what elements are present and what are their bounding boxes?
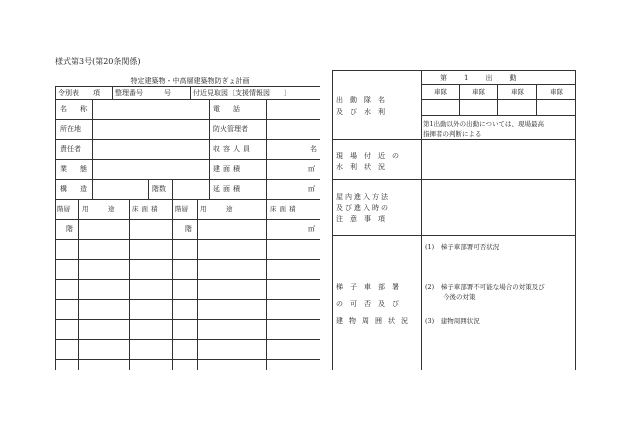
name-label: 名 称: [60, 105, 90, 113]
area-column-header-2: 床面積: [270, 205, 299, 213]
floor-column-header-2: 階層: [175, 205, 188, 213]
ladder-truck-label-3: 建 物 周 囲 状 況: [336, 317, 408, 325]
indoor-entry-label-2: 及び進入時の: [336, 204, 390, 212]
unit-label-2: 車隊: [472, 88, 485, 96]
nearby-water-label-1: 現 場 付 近 の: [336, 152, 399, 160]
ladder-truck-label-1: 梯 子 車 部 署: [336, 283, 399, 291]
capacity-unit: 名: [310, 145, 317, 153]
use-column-header-2: 用 途: [200, 205, 233, 213]
business-type-label: 業 態: [60, 165, 90, 173]
ladder-item-2-line-2: 今後の対策: [443, 293, 476, 301]
floor-unit-2: 階: [185, 225, 192, 233]
fire-manager-label: 防火管理者: [213, 125, 248, 133]
form-identifier: 様式第3号(第20条関係): [55, 57, 141, 66]
area-unit: ㎡: [308, 225, 315, 233]
water-source-label: 及 び 水 利: [336, 108, 385, 116]
floor-column-header: 階層: [57, 205, 70, 213]
dispatch-note-line-2: 指揮者の判断による: [423, 130, 482, 138]
first-dispatch-heading: 第 1 出 動: [440, 74, 518, 82]
capacity-label: 収容人員: [213, 145, 253, 153]
phone-label: 電 話: [213, 105, 243, 113]
vicinity-map-cell: 付近見取図〔支援情報図 〕: [193, 89, 291, 97]
indoor-entry-label-1: 屋内進入方法: [336, 193, 390, 201]
unit-label-4: 車隊: [550, 88, 563, 96]
total-floor-area-label: 延面積: [213, 185, 243, 193]
ladder-item-3: (3) 建物周囲状況: [425, 317, 480, 325]
dispatch-note-line-1: 第1出動以外の出動については、現場最高: [423, 120, 545, 128]
building-area-unit: ㎡: [308, 165, 315, 173]
management-number-cell: 整理番号 号: [115, 89, 171, 97]
use-column-header: 用 途: [82, 205, 115, 213]
indoor-entry-label-3: 注 意 事 項: [336, 215, 385, 223]
dispatch-unit-label: 出 動 隊 名: [336, 96, 385, 104]
area-column-header: 床面積: [132, 205, 161, 213]
total-floor-area-unit: ㎡: [308, 185, 315, 193]
responsible-person-label: 責任者: [60, 145, 81, 153]
list-number-cell: 令別表 項: [58, 89, 100, 97]
nearby-water-label-2: 水 利 状 況: [336, 163, 385, 171]
unit-label-1: 車隊: [434, 88, 447, 96]
address-label: 所在地: [60, 125, 81, 133]
structure-label: 構 造: [60, 185, 90, 193]
ladder-truck-label-2: の 可 否 及 び: [336, 300, 399, 308]
building-area-label: 建面積: [213, 165, 243, 173]
unit-label-3: 車隊: [511, 88, 524, 96]
floor-unit: 階: [66, 225, 73, 233]
form-title: 特定建築物・中高層建築物防ぎょ計画: [130, 77, 250, 85]
floors-label: 階数: [152, 185, 166, 193]
ladder-item-2-line-1: (2) 梯子車部署不可能な場合の対策及び: [425, 283, 545, 291]
ladder-item-1: (1) 梯子車部署可否状況: [425, 243, 500, 251]
